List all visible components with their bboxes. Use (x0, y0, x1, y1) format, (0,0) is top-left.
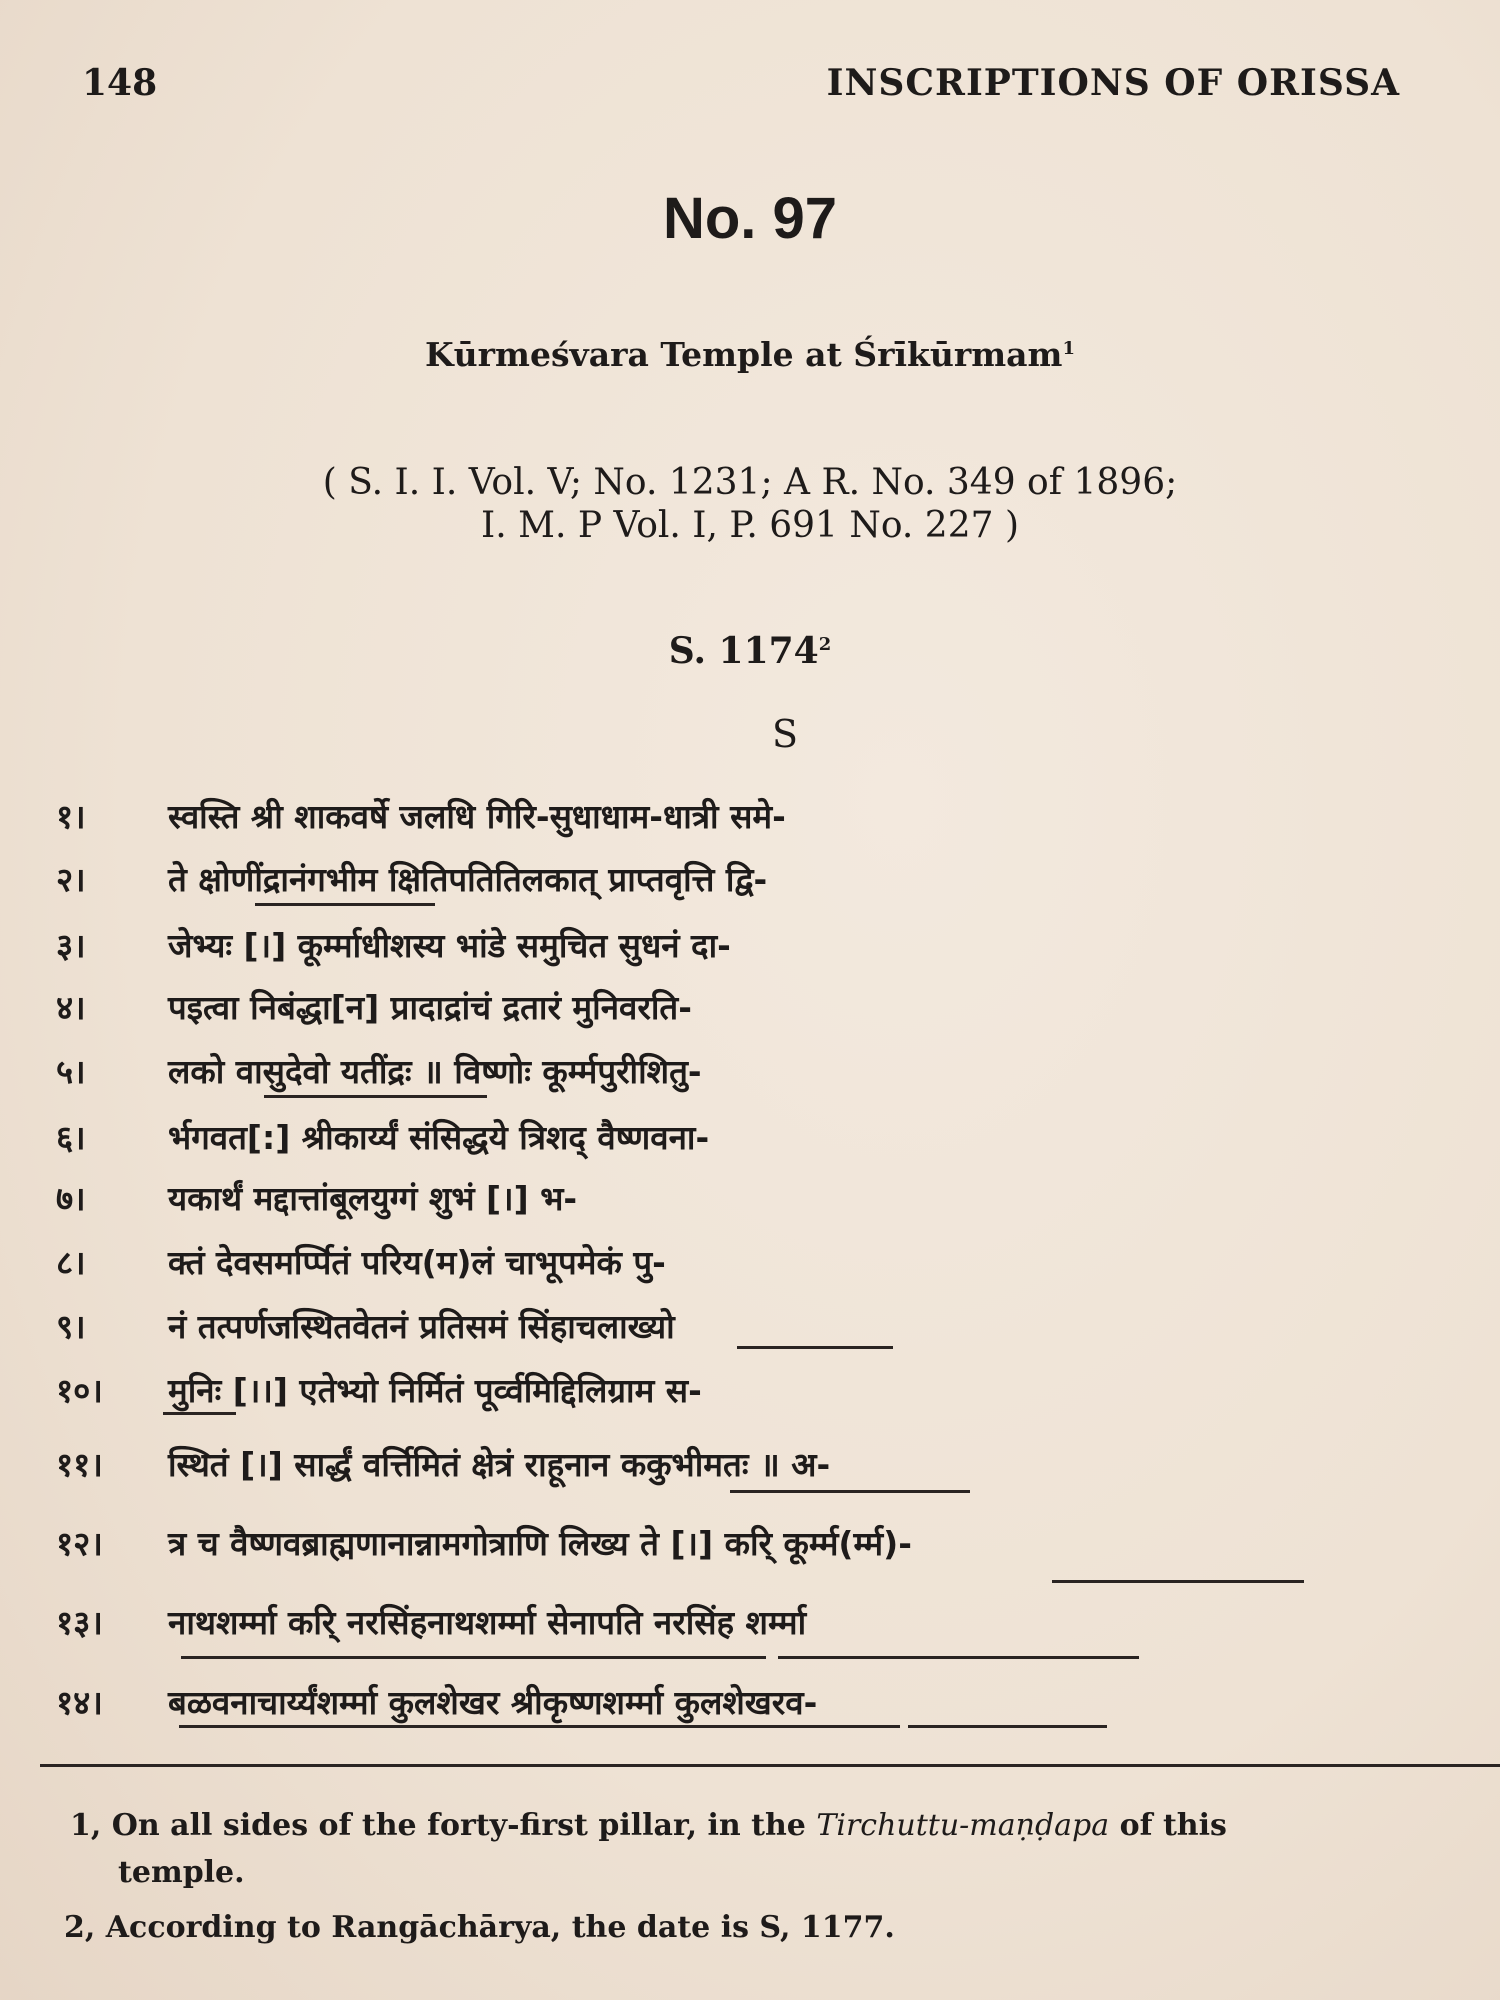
line-text: बळवनाचार्य्यंशर्म्मा कुलशेखर श्रीकृष्णशर्म्मा कुलशेखरव- (168, 1683, 818, 1722)
line-text: ते क्षोणींद्रानंगभीम क्षितिपतितिलकात् प्राप्तवृत्ति द्वि- (168, 860, 768, 899)
underline (908, 1725, 1107, 1728)
footnote-italic: Tirchuttu-maṇḍapa (816, 1808, 1110, 1843)
reference-line-2: I. M. P Vol. I, P. 691 No. 227 ) (481, 505, 1019, 546)
footnote-divider (40, 1764, 1500, 1767)
footnote-mark: 2 (818, 634, 832, 655)
date-text: S. 1174 (668, 630, 819, 672)
line-text: मुनिः [।।] एतेभ्यो निर्मितं पूर्व्वमिद्दिलिग्राम स- (168, 1371, 702, 1410)
inscription-line (56, 1239, 666, 1284)
inscription-line (56, 793, 786, 838)
line-text: क्तं देवसमर्प्पितं परिय(म)लं चाभूपमेकं पु- (168, 1243, 666, 1282)
page-number: 148 (82, 62, 158, 104)
line-text: स्वस्ति श्री शाकवर्षे जलधि गिरि-सुधाधाम-धात्री समे- (168, 797, 786, 836)
line-number: ५। (56, 1052, 86, 1091)
inscription-line (56, 1520, 912, 1565)
inscription-line (56, 1679, 817, 1724)
inscription-number: No. 97 (662, 186, 838, 251)
underline (1052, 1580, 1304, 1583)
line-text: स्थितं [।] सार्द्धं वर्त्तिमितं क्षेत्रं राहूनान ककुभीमतः ॥ अ- (168, 1445, 831, 1484)
inscription-line (56, 1303, 675, 1348)
inscription-title (0, 335, 1500, 374)
line-text: र्भगवत[:] श्रीकार्य्यं संसिद्धये त्रिशद् वैष्णवना- (168, 1118, 710, 1157)
line-text: नं तत्पर्णजस्थितवेतनं प्रतिसमं सिंहाचलाख्यो (168, 1307, 675, 1346)
script-marker: S (771, 712, 799, 756)
underline (778, 1656, 1139, 1659)
inscription-line (56, 1441, 830, 1486)
footnote-text: of this (1119, 1808, 1227, 1843)
line-text: यकार्थं मद्दात्तांबूलयुग्गं शुभं [।] भ- (168, 1179, 578, 1218)
footnote-text: According to Rangāchārya, the date is S, 1177. (105, 1910, 895, 1945)
title-text: Kūrmeśvara Temple at Śrīkūrmam (424, 335, 1063, 374)
line-number: ९। (56, 1307, 86, 1346)
line-text: नाथशर्म्मा करि् नरसिंहनाथशर्म्मा सेनापति नरसिंह शर्म्मा (168, 1603, 807, 1642)
footnote-number: 2, (64, 1910, 96, 1945)
inscription-line (56, 1599, 806, 1644)
inscription-line (56, 1048, 702, 1093)
underline (163, 1412, 236, 1415)
inscription-line (56, 1114, 709, 1159)
line-text: त्र च वैष्णवब्राह्मणानान्नामगोत्राणि लिख्य ते [।] करि् कूर्म्म(र्म्म)- (168, 1524, 912, 1563)
line-number: १०। (56, 1371, 103, 1410)
line-number: २। (56, 860, 86, 899)
underline (255, 903, 435, 906)
footnote-1-continued: temple. (118, 1855, 245, 1890)
underline (179, 1725, 900, 1728)
line-number: ६। (56, 1118, 86, 1157)
inscription-date (0, 630, 1500, 672)
line-text: लको वासुदेवो यतींद्रः ॥ विष्णोः कूर्म्मपुरीशितु- (168, 1052, 702, 1091)
inscription-line (56, 1367, 702, 1412)
underline (181, 1656, 766, 1659)
line-text: पइत्वा निबंद्धा[न] प्रादाद्रांचं द्रतारं मुनिवरति- (168, 988, 692, 1027)
line-number: १२। (56, 1524, 103, 1563)
footnote-2 (64, 1910, 895, 1945)
line-number: ७। (56, 1179, 86, 1218)
footnote-text: On all sides of the forty-first pillar, in the (111, 1808, 806, 1843)
footnote-mark: 1 (1062, 338, 1075, 359)
inscription-line (56, 922, 731, 967)
inscription-line (56, 856, 767, 901)
line-number: ११। (56, 1445, 103, 1484)
reference-line-1: ( S. I. I. Vol. V; No. 1231; A R. No. 349 of 1896; (322, 462, 1178, 503)
line-number: ८। (56, 1243, 86, 1282)
footnote-1 (70, 1808, 1227, 1843)
running-title: INSCRIPTIONS OF ORISSA (826, 62, 1400, 104)
line-text: जेभ्यः [।] कूर्म्माधीशस्य भांडे समुचित सुधनं दा- (168, 926, 731, 965)
underline (264, 1095, 487, 1098)
underline (730, 1490, 970, 1493)
line-number: १३। (56, 1603, 103, 1642)
footnote-number: 1, (70, 1808, 102, 1843)
underline (737, 1346, 893, 1349)
line-number: १। (56, 797, 86, 836)
inscription-line (56, 984, 692, 1029)
inscription-line (56, 1175, 577, 1220)
line-number: ३। (56, 926, 86, 965)
line-number: ४। (56, 988, 86, 1027)
line-number: १४। (56, 1683, 103, 1722)
